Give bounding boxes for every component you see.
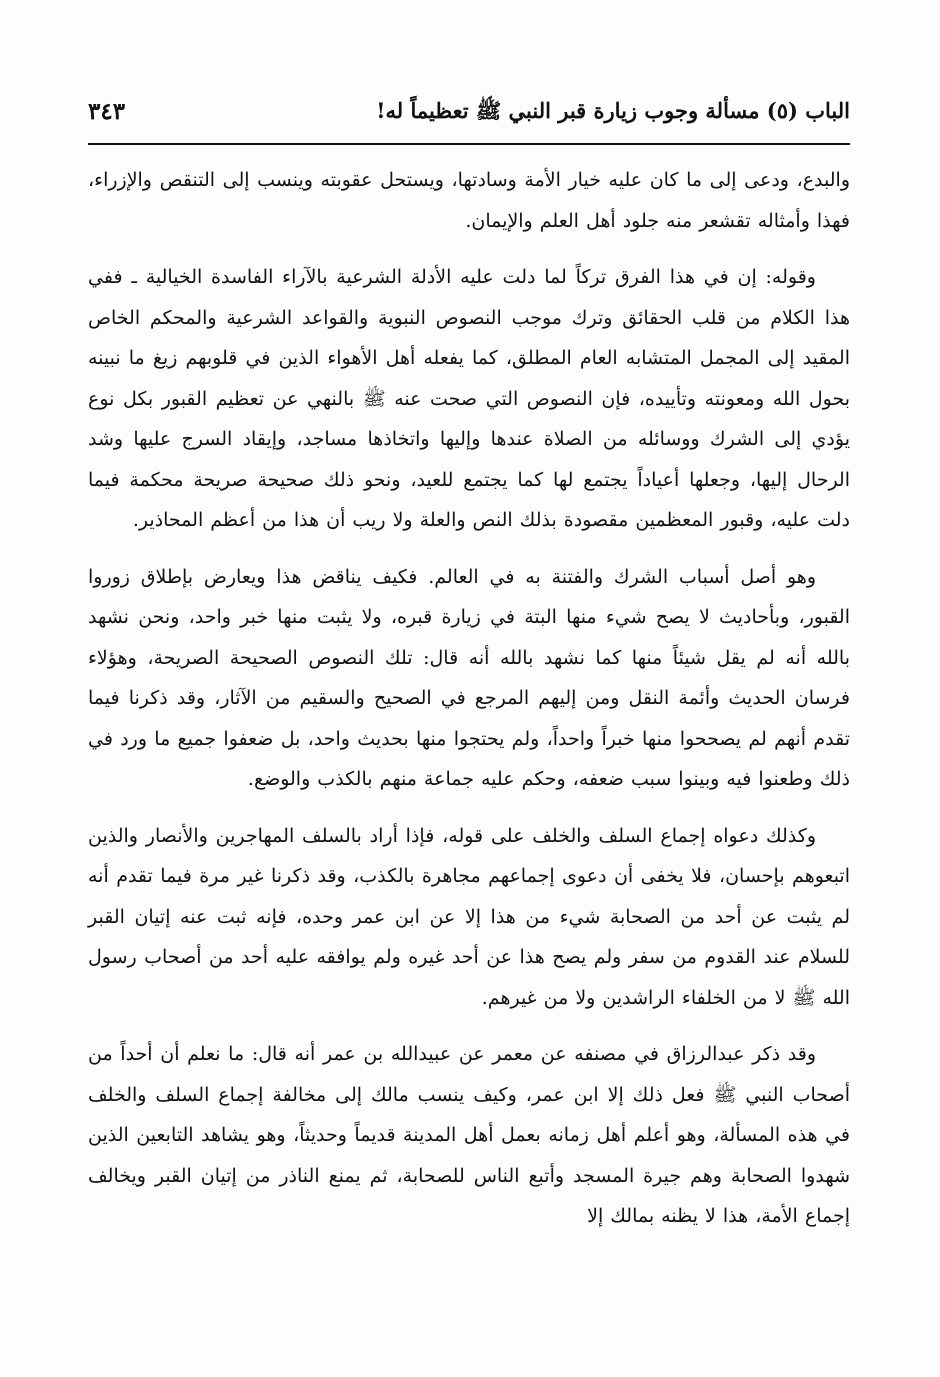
paragraph: وقوله: إن في هذا الفرق تركاً لما دلت عليه الأدلة الشرعية بالآراء الفاسدة الخيالية ـ ففي هذا الكلام من قلب الحقائق وترك موجب النصوص النبوية والقواعد الشرعية والمحكم الخاص المقيد إلى المجمل المتشابه العام المطلق، كما يفعله أهل الأهواء الذين في قلوبهم زيغ ما نبينه بحول الله ومعونته وتأييده، فإن النصوص التي صحت عنه ﷺ بالنهي عن تعظيم القبور بكل نوع يؤدي إلى الشرك ووسائله من الصلاة عندها وإليها واتخاذها مساجد، وإيقاد السرج عليها وشد الرحال إليها، وجعلها أعياداً يجتمع لها كما يجتمع للعيد، ونحو ذلك صحيحة صريحة محكمة فيما دلت عليه، وقبور المعظمين مقصودة بذلك النص والعلة ولا ريب أن هذا من أعظم المحاذير. [88,266,850,531]
page-number: ٣٤٣ [88,98,126,125]
running-header [88,96,850,136]
paragraph: وكذلك دعواه إجماع السلف والخلف على قوله، فإذا أراد بالسلف المهاجرين والأنصار والذين اتبعوهم بإحسان، فلا يخفى أن دعوى إجماعهم مجاهرة بالكذب، وقد ذكرنا غير مرة فيما تقدم أنه لم يثبت عن أحد من الصحابة شيء من هذا إلا عن ابن عمر وحده، فإنه ثبت عنه إتيان القبر للسلام عند القدوم من سفر ولم يصح هذا عن أحد غيره ولم يوافقه عليه أحد من أصحاب رسول الله ﷺ لا من الخلفاء الراشدين ولا من غيرهم. [88,824,850,1009]
chapter-title: الباب (٥) مسألة وجوب زيارة قبر النبي ﷺ تعظيماً له! [376,98,850,123]
header-divider [88,143,850,145]
paragraph: وهو أصل أسباب الشرك والفتنة به في العالم. فكيف يناقض هذا ويعارض بإطلاق زوروا القبور، وبأحاديث لا يصح شيء منها البتة في زيارة قبره، ولا يثبت منها خبر واحد، ونحن نشهد بالله أنه لم يقل شيئاً منها كما نشهد بالله أنه قال: تلك النصوص الصحيحة الصريحة، وهؤلاء فرسان الحديث وأئمة النقل ومن إليهم المرجع في الصحيح والسقيم من الآثار، وقد ذكرنا فيما تقدم أنهم لم يصححوا منها خبراً واحداً، ولم يحتجوا منها بحديث واحد، بل ضعفوا جميع ما ورد في ذلك وطعنوا فيه وبينوا سبب ضعفه، وحكم عليه جماعة منهم بالكذب والوضع. [88,565,850,790]
paragraph-continuation: والبدع، ودعى إلى ما كان عليه خيار الأمة وسادتها، ويستحل عقوبته وينسب إلى التنقص والإزراء، فهذا وأمثاله تقشعر منه جلود أهل العلم والإيمان. [88,169,850,232]
body-text [88,160,850,1237]
paragraph: وقد ذكر عبدالرزاق في مصنفه عن معمر عن عبيدالله بن عمر أنه قال: ما نعلم أن أحداً من أصحاب النبي ﷺ فعل ذلك إلا ابن عمر، وكيف ينسب مالك إلى مخالفة إجماع السلف والخلف في هذه المسألة، وهو أعلم أهل زمانه بعمل أهل المدينة قديماً وحديثاً، وهو يشاهد التابعين الذين شهدوا الصحابة وهم جيرة المسجد وأتبع الناس للصحابة، ثم يمنع الناذر من إتيان القبر ويخالف إجماع الأمة، هذا لا يظنه بمالك إلا [88,1043,850,1227]
